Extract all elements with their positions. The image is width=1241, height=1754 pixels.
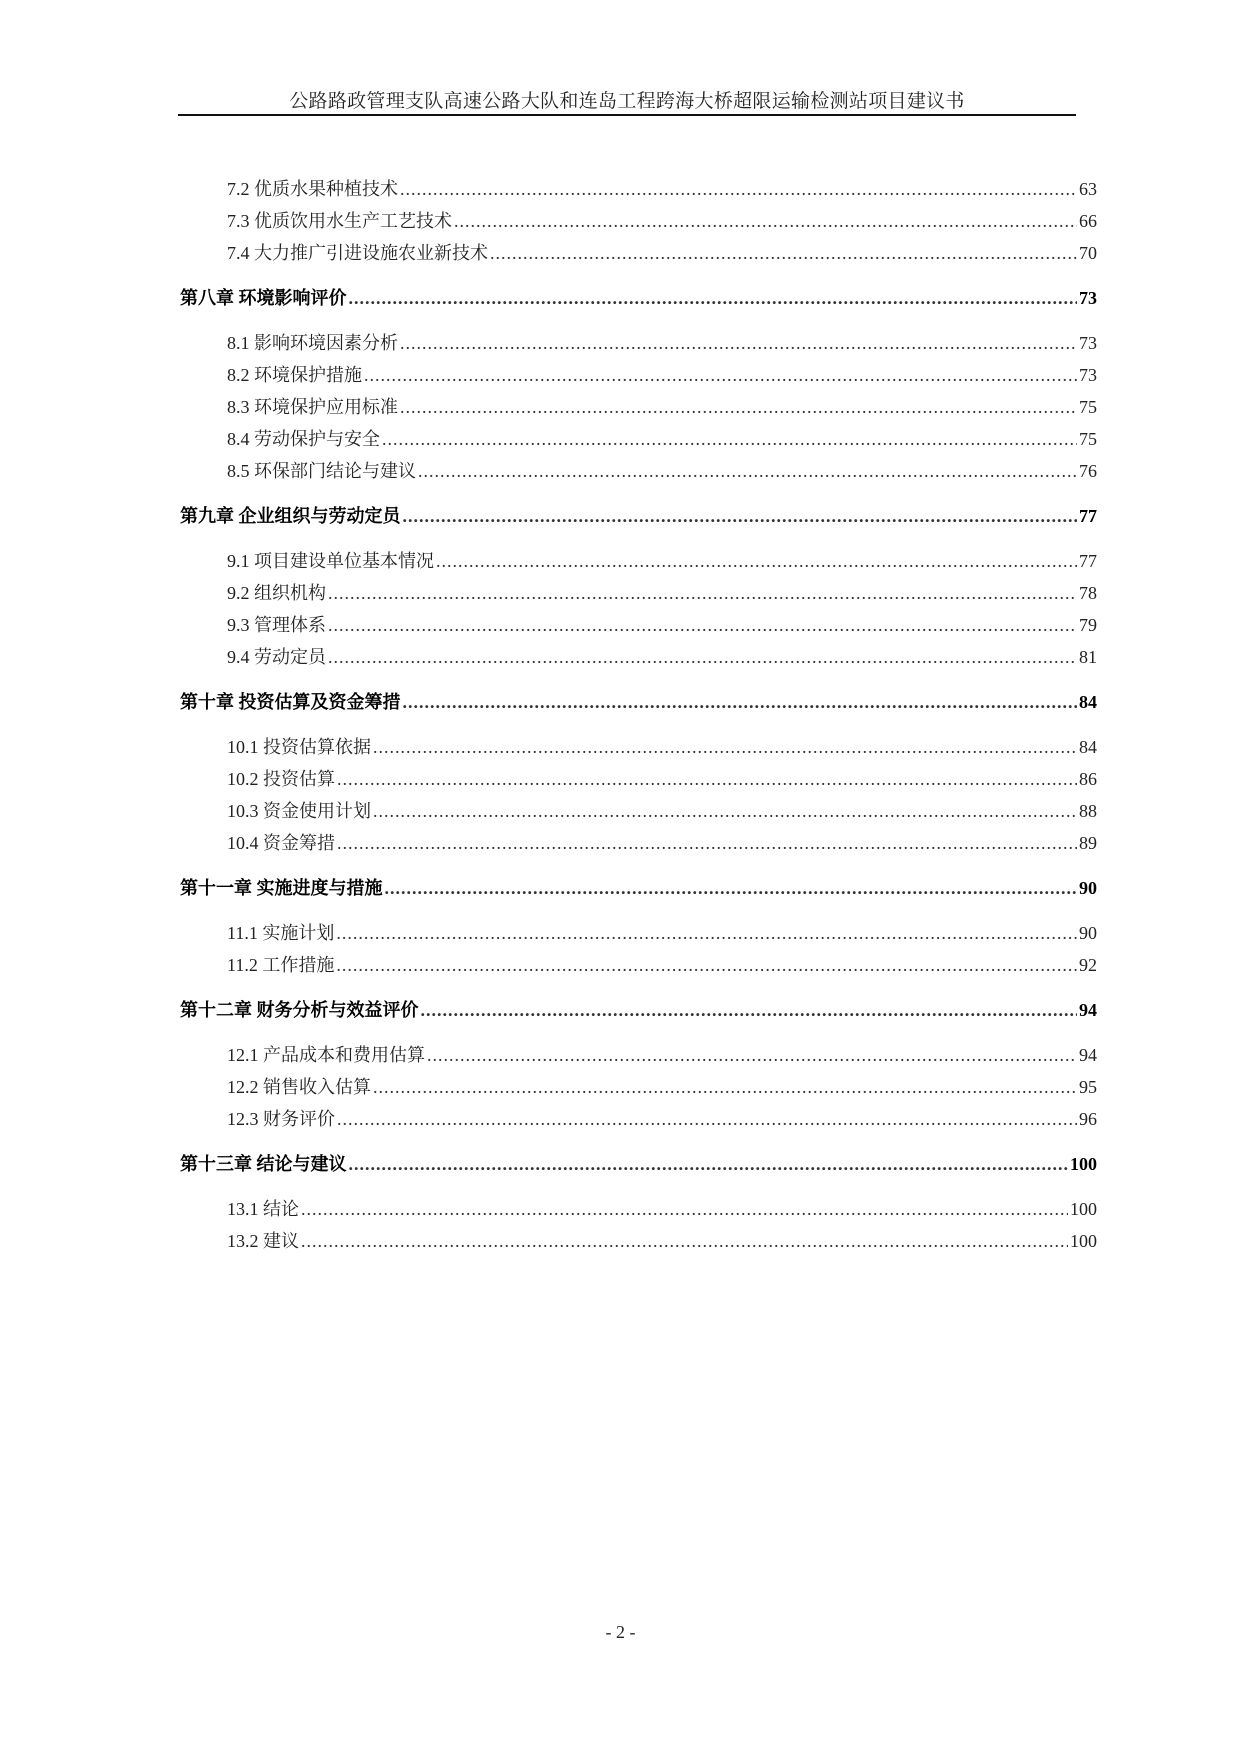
toc-entry-label: 第十一章 实施进度与措施	[180, 878, 383, 898]
toc-entry-page: 95	[1079, 1077, 1097, 1097]
toc-leader-dots	[373, 737, 1077, 758]
toc-entry-page: 96	[1079, 1109, 1097, 1129]
toc-entry-page: 73	[1079, 333, 1097, 353]
toc-entry-page: 78	[1079, 583, 1097, 603]
toc-entry-label: 8.3 环境保护应用标准	[227, 397, 398, 417]
toc-entry-label: 9.3 管理体系	[227, 615, 326, 635]
toc-entry-12-3[interactable]	[227, 1105, 1097, 1131]
toc-entry-page: 75	[1079, 429, 1097, 449]
toc-entry-page: 100	[1070, 1154, 1097, 1174]
toc-entry-page: 94	[1079, 1000, 1097, 1020]
toc-entry-label: 8.2 环境保护措施	[227, 365, 362, 385]
toc-entry-9-3[interactable]	[227, 611, 1097, 637]
toc-entry-page: 77	[1079, 506, 1097, 526]
toc-leader-dots	[400, 179, 1077, 200]
toc-entry-label: 8.1 影响环境因素分析	[227, 333, 398, 353]
toc-entry-label: 10.1 投资估算依据	[227, 737, 371, 757]
toc-entry-page: 76	[1079, 461, 1097, 481]
toc-chapter-8[interactable]	[180, 284, 1097, 310]
toc-leader-dots	[336, 955, 1077, 976]
page-number: - 2 -	[605, 1622, 636, 1642]
toc-entry-10-3[interactable]	[227, 797, 1097, 823]
toc-leader-dots	[328, 615, 1077, 636]
toc-leader-dots	[328, 647, 1077, 668]
toc-entry-10-4[interactable]	[227, 829, 1097, 855]
toc-leader-dots	[349, 288, 1078, 309]
toc-entry-page: 88	[1079, 801, 1097, 821]
toc-entry-label: 7.4 大力推广引进设施农业新技术	[227, 243, 488, 263]
toc-leader-dots	[337, 833, 1077, 854]
toc-entry-page: 66	[1079, 211, 1097, 231]
toc-entry-10-2[interactable]	[227, 765, 1097, 791]
toc-entry-label: 10.3 资金使用计划	[227, 801, 371, 821]
toc-entry-11-1[interactable]	[227, 919, 1097, 945]
toc-leader-dots	[328, 583, 1077, 604]
toc-entry-page: 79	[1079, 615, 1097, 635]
toc-chapter-11[interactable]	[180, 874, 1097, 900]
toc-entry-label: 13.1 结论	[227, 1199, 299, 1219]
toc-entry-page: 100	[1070, 1199, 1097, 1219]
toc-leader-dots	[349, 1154, 1069, 1175]
toc-leader-dots	[385, 878, 1078, 899]
toc-leader-dots	[400, 397, 1077, 418]
toc-entry-page: 73	[1079, 288, 1097, 308]
toc-entry-label: 第十二章 财务分析与效益评价	[180, 1000, 419, 1020]
toc-entry-label: 11.1 实施计划	[227, 923, 335, 943]
toc-entry-page: 86	[1079, 769, 1097, 789]
toc-chapter-10[interactable]	[180, 688, 1097, 714]
toc-chapter-12[interactable]	[180, 996, 1097, 1022]
toc-entry-13-2[interactable]	[227, 1227, 1097, 1253]
toc-leader-dots	[436, 551, 1077, 572]
toc-leader-dots	[373, 801, 1077, 822]
toc-leader-dots	[427, 1045, 1077, 1066]
toc-entry-label: 第十章 投资估算及资金筹措	[180, 692, 401, 712]
toc-entry-12-1[interactable]	[227, 1041, 1097, 1067]
toc-leader-dots	[301, 1231, 1068, 1252]
toc-entry-8-2[interactable]	[227, 361, 1097, 387]
toc-entry-9-2[interactable]	[227, 579, 1097, 605]
toc-leader-dots	[364, 365, 1077, 386]
toc-entry-label: 8.5 环保部门结论与建议	[227, 461, 416, 481]
toc-entry-page: 81	[1079, 647, 1097, 667]
toc-entry-label: 第九章 企业组织与劳动定员	[180, 506, 401, 526]
toc-entry-8-1[interactable]	[227, 329, 1097, 355]
toc-leader-dots	[490, 243, 1077, 264]
toc-leader-dots	[336, 923, 1077, 944]
toc-entry-page: 100	[1070, 1231, 1097, 1251]
toc-leader-dots	[418, 461, 1077, 482]
toc-entry-9-1[interactable]	[227, 547, 1097, 573]
toc-entry-page: 89	[1079, 833, 1097, 853]
toc-entry-7-4[interactable]	[227, 239, 1097, 265]
toc-entry-12-2[interactable]	[227, 1073, 1097, 1099]
toc-entry-label: 10.4 资金筹措	[227, 833, 335, 853]
toc-entry-page: 75	[1079, 397, 1097, 417]
toc-entry-label: 12.2 销售收入估算	[227, 1077, 371, 1097]
toc-entry-page: 94	[1079, 1045, 1097, 1065]
toc-entry-label: 10.2 投资估算	[227, 769, 335, 789]
toc-entry-page: 70	[1079, 243, 1097, 263]
toc-entry-10-1[interactable]	[227, 733, 1097, 759]
toc-leader-dots	[454, 211, 1077, 232]
toc-entry-page: 90	[1079, 923, 1097, 943]
toc-entry-label: 9.1 项目建设单位基本情况	[227, 551, 434, 571]
toc-entry-8-3[interactable]	[227, 393, 1097, 419]
toc-entry-9-4[interactable]	[227, 643, 1097, 669]
toc-entry-page: 77	[1079, 551, 1097, 571]
toc-leader-dots	[403, 692, 1078, 713]
toc-leader-dots	[301, 1199, 1068, 1220]
toc-chapter-13[interactable]	[180, 1150, 1097, 1176]
toc-entry-page: 63	[1079, 179, 1097, 199]
toc-leader-dots	[421, 1000, 1078, 1021]
toc-leader-dots	[382, 429, 1077, 450]
toc-entry-7-2[interactable]	[227, 175, 1097, 201]
toc-entry-label: 9.4 劳动定员	[227, 647, 326, 667]
toc-entry-page: 84	[1079, 737, 1097, 757]
toc-entry-label: 9.2 组织机构	[227, 583, 326, 603]
toc-leader-dots	[337, 769, 1077, 790]
toc-entry-8-5[interactable]	[227, 457, 1097, 483]
toc-entry-label: 13.2 建议	[227, 1231, 299, 1251]
toc-chapter-9[interactable]	[180, 502, 1097, 528]
toc-entry-7-3[interactable]	[227, 207, 1097, 233]
toc-entry-page: 73	[1079, 365, 1097, 385]
toc-entry-label: 8.4 劳动保护与安全	[227, 429, 380, 449]
toc-leader-dots	[400, 333, 1077, 354]
toc-leader-dots	[337, 1109, 1077, 1130]
toc-entry-page: 90	[1079, 878, 1097, 898]
toc-entry-label: 12.3 财务评价	[227, 1109, 335, 1129]
page-header-title: 公路路政管理支队高速公路大队和连岛工程跨海大桥超限运输检测站项目建议书	[289, 91, 965, 112]
toc-entry-label: 11.2 工作措施	[227, 955, 335, 975]
toc-entry-13-1[interactable]	[227, 1195, 1097, 1221]
toc-entry-label: 12.1 产品成本和费用估算	[227, 1045, 425, 1065]
toc-entry-label: 第十三章 结论与建议	[180, 1154, 347, 1174]
toc-entry-label: 7.2 优质水果种植技术	[227, 179, 398, 199]
toc-leader-dots	[403, 506, 1078, 527]
toc-entry-page: 84	[1079, 692, 1097, 712]
toc-leader-dots	[373, 1077, 1077, 1098]
toc-entry-11-2[interactable]	[227, 951, 1097, 977]
toc-entry-8-4[interactable]	[227, 425, 1097, 451]
toc-entry-page: 92	[1079, 955, 1097, 975]
toc-entry-label: 7.3 优质饮用水生产工艺技术	[227, 211, 452, 231]
toc-entry-label: 第八章 环境影响评价	[180, 288, 347, 308]
